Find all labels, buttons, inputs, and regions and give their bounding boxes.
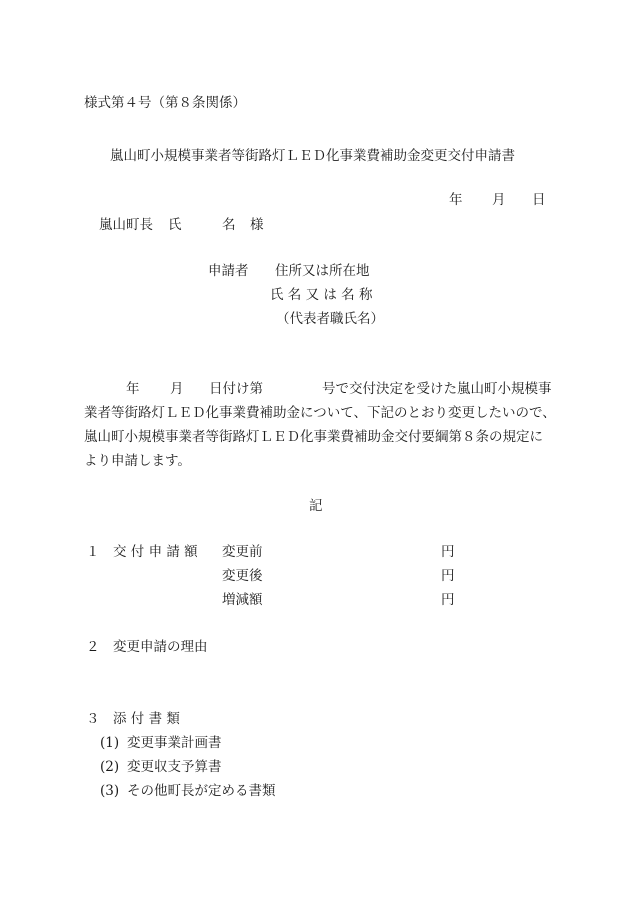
section-3-item-3-text: その他町長が定める書類 [127,783,276,799]
body-line3: 嵐山町小規模事業者等街路灯ＬＥＤ化事業費補助金交付要綱第８条の規定に [84,429,543,445]
addressee-mei: 名 [222,217,236,233]
document-title: 嵐山町小規模事業者等街路灯ＬＥＤ化事業費補助金変更交付申請書 [110,148,515,164]
body-dated: 日付け第 [209,381,263,397]
addressee-sama: 様 [250,217,264,233]
section-1-label: 交 付 申 請 額 [113,544,198,560]
section-3-item-2-text: 変更収支予算書 [127,759,222,775]
applicant-label: 申請者 [208,263,249,279]
section-2-label: 変更申請の理由 [113,639,208,655]
date-day: 日 [532,192,546,208]
applicant-representative-label: （代表者職氏名） [276,311,384,327]
addressee-shi: 氏 [168,217,182,233]
applicant-name-label: 氏 名 又 は 名 称 [270,287,373,303]
form-number: 様式第４号（第８条関係） [84,95,246,111]
section-1-row-before-unit: 円 [441,544,455,560]
date-month: 月 [492,192,506,208]
body-line2: 業者等街路灯ＬＥＤ化事業費補助金について、下記のとおり変更したいので、 [84,405,556,421]
section-3-item-1-text: 変更事業計画書 [127,735,222,751]
ki-heading: 記 [309,498,323,514]
section-3-item-1-num: (1) [100,735,120,751]
body-year: 年 [126,381,140,397]
applicant-address-label: 住所又は所在地 [275,263,370,279]
section-3-item-3-num: (3) [100,783,120,799]
section-1-row-after-unit: 円 [441,568,455,584]
section-1-row-diff-label: 増減額 [222,592,263,608]
section-1-row-after-label: 変更後 [222,568,263,584]
date-year: 年 [449,192,463,208]
body-month: 月 [170,381,184,397]
section-2-number: ２ [86,639,100,655]
section-3-label: 添 付 書 類 [113,711,180,727]
section-1-row-diff-unit: 円 [441,592,455,608]
section-3-item-2-num: (2) [100,759,120,775]
section-1-row-before-label: 変更前 [222,544,263,560]
body-line1-rest: 号で交付決定を受けた嵐山町小規模事 [322,381,552,397]
section-1-number: １ [86,544,100,560]
addressee-mayor: 嵐山町長 [99,217,153,233]
section-3-number: ３ [86,711,100,727]
body-line4: より申請します。 [84,453,191,469]
